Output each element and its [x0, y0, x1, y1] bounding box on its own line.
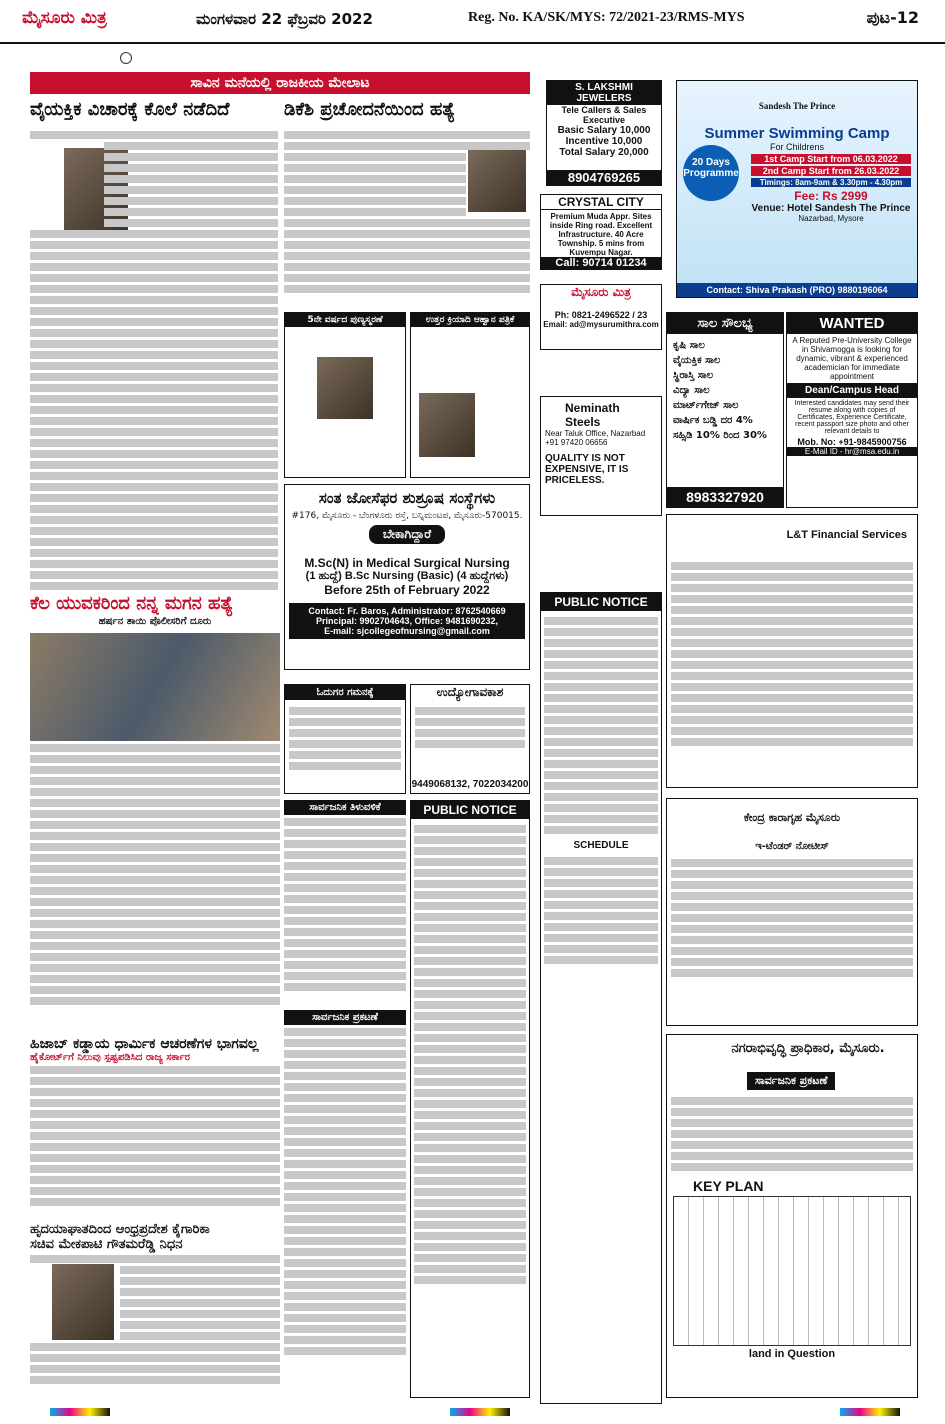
lt-financial-ad [666, 514, 918, 788]
obituary-ad-1 [284, 312, 406, 478]
story-personal-matter [30, 98, 278, 598]
masthead-logo: ಮೈಸೂರು ಮಿತ್ರ [22, 8, 107, 28]
mitra-ad-phone: Ph: 0821-2496522 / 23 [554, 310, 648, 320]
public-notice-title: PUBLIC NOTICE [541, 593, 661, 611]
obituary-ad-2 [410, 312, 530, 478]
loan-title: ಸಾಲ ಸೌಲಭ್ಯ [667, 313, 783, 334]
summer-fee: Fee: Rs 2999 [794, 189, 868, 203]
job-ad-title: ಉದ್ಯೋಗಾವಕಾಶ [436, 685, 504, 699]
story-photo [30, 633, 280, 741]
loan-ad [666, 312, 784, 508]
nursing-course-2: (1 ಹುದ್ದೆ) B.Sc Nursing (Basic) (4 ಹುದ್ದೆಗಳು) [305, 570, 509, 582]
public-notice-en-1 [540, 592, 662, 1404]
loan-item: ಕೃಷಿ ಸಾಲ [673, 340, 705, 351]
lakshmi-title: S. LAKSHMI JEWELERS [547, 81, 661, 105]
lakshmi-line-4: Total Salary 20,000 [559, 147, 649, 158]
loan-item: ಸಹ್ಸಿಡಿ 10% ರಿಂದ 30% [673, 430, 767, 441]
schedule-heading: SCHEDULE [573, 840, 629, 851]
wanted-email: E-Mail ID - hr@msa.edu.in [787, 447, 917, 456]
wanted-more: Interested candidates may send their resume along with copies of Certificates, Experience Certificate, recent passport size photo and other relevant details to [794, 400, 910, 435]
public-notice-2-title: PUBLIC NOTICE [411, 801, 529, 819]
story-body [30, 128, 278, 593]
story-hijab [30, 1036, 280, 1216]
mitra-ad-logo: ಮೈಸೂರು ಮಿತ್ರ [571, 285, 631, 299]
crystal-phone: Call: 90714 01234 [541, 257, 661, 269]
nursing-wanted: ಬೇಕಾಗಿದ್ದಾರೆ [369, 525, 445, 544]
story-body [30, 744, 280, 1005]
lakshmi-line-2: Basic Salary 10,000 [557, 125, 651, 136]
neminath-tagline: QUALITY IS NOT EXPENSIVE, IT IS PRICELESS. [545, 453, 629, 486]
muda-notice-ad [666, 1034, 918, 1398]
summer-venue: Venue: Hotel Sandesh The Prince [751, 203, 911, 214]
public-notice-kn-2 [284, 1010, 406, 1398]
nursing-address: #176, ಮೈಸೂರು - ಬೆಂಗಳೂರು ರಸ್ತೆ, ಬನ್ನಿಮಂಟಪ, ಮೈಸೂರು-570015. [291, 511, 523, 521]
summer-location: Nazarbad, Mysore [798, 214, 864, 223]
wanted-role: Dean/Campus Head [787, 383, 917, 398]
story-subhead: ಹೈಕೋರ್ಟ್‌ಗೆ ನಿಲುವು ಸ್ಪಷ್ಟಪಡಿಸಿದ ರಾಜ್ಯ ಸರ್ಕಾರ [30, 1052, 191, 1063]
prison-tender: ಇ-ಟೆಂಡರ್ ನೋಟೀಸ್ [755, 841, 829, 852]
prison-title: ಕೇಂದ್ರ ಕಾರಾಗೃಹ ಮೈಸೂರು [743, 811, 841, 824]
summer-camp-ad [676, 80, 918, 298]
story-subhead: ಹರ್ಷನ ತಾಯಿ ಪೊಲೀಸರಿಗೆ ದೂರು [98, 616, 212, 627]
lakshmi-line-3: Incentive 10,000 [565, 136, 643, 147]
crystal-title: CRYSTAL CITY [541, 195, 661, 210]
muda-title: ನಗರಾಭಿವೃದ್ಧಿ ಪ್ರಾಧಿಕಾರ, ಮೈಸೂರು. [731, 1041, 885, 1056]
prison-tender-ad [666, 798, 918, 1026]
public-notice-kn2-title: ಸಾರ್ವಜನಿಕ ಪ್ರಕಟಣೆ [284, 1010, 406, 1025]
masthead-reg: Reg. No. KA/SK/MYS: 72/2021-23/RMS-MYS [468, 10, 745, 25]
nursing-contact-2: Principal: 9902704643, Office: 9481690232, [315, 616, 499, 626]
public-notice-en-2 [410, 800, 530, 1398]
loan-item: ಮಾರ್ಟ್‌ಗೇಜ್ ಸಾಲ [673, 400, 739, 411]
wanted-mobile: Mob. No: +91-9845900756 [797, 437, 907, 447]
nursing-title: ಸಂತ ಜೋಸೆಫರ ಶುಶ್ರೂಷ ಸಂಸ್ಥೆಗಳು [318, 489, 496, 507]
loan-item: ವಾರ್ಷಿಕ ಬಡ್ಡಿ ದರ 4% [673, 415, 753, 426]
neminath-phone: +91 97420 06656 [545, 438, 608, 447]
loan-list [667, 334, 783, 447]
neminath-name: Neminath Steels [565, 401, 620, 429]
loan-item: ವಿದ್ಯಾ ಸಾಲ [673, 385, 710, 396]
summer-camp-1: 1st Camp Start from 06.03.2022 [751, 154, 911, 164]
muda-notice: ಸಾರ್ವಜನಿಕ ಪ್ರಕಟಣೆ [747, 1072, 835, 1090]
lakshmi-phone: 8904769265 [547, 170, 661, 185]
wanted-ad [786, 312, 918, 508]
color-strip [840, 1408, 900, 1416]
land-in-question: land in Question [748, 1348, 836, 1360]
obit-title: ಉತ್ತರ ಕ್ರಿಯಾದಿ ಆಹ್ವಾನ ಪತ್ರಿಕೆ [411, 313, 529, 327]
story-dkshi-provocation [284, 98, 530, 308]
story-headline: ವೈಯಕ್ತಿಕ ವಿಚಾರಕ್ಕೆ ಕೊಲೆ ನಡೆದಿದೆ [30, 99, 230, 120]
color-strip [450, 1408, 510, 1416]
story-headline: ಕೆಲ ಯುವಕರಿಂದ ನನ್ನ ಮಗನ ಹತ್ಯೆ [30, 593, 234, 614]
loan-phone: 8983327920 [667, 487, 783, 507]
neminath-address: Near Taluk Office, Nazarbad [545, 429, 646, 438]
story-headline-2: ಸಚಿವ ಮೇಕಪಾಟಿ ಗೌತಮರೆಡ್ಡಿ ನಿಧನ [30, 1237, 183, 1252]
lakshmi-jewelers-ad [546, 80, 662, 186]
summer-brand: Sandesh The Prince [758, 101, 836, 111]
nursing-course: M.Sc(N) in Medical Surgical Nursing [304, 556, 510, 570]
story-son-murder [30, 592, 280, 1032]
photo-goutham-reddy [52, 1264, 114, 1340]
lakshmi-line-1: Tele Callers & Sales Executive [561, 105, 647, 125]
registration-mark-icon [120, 52, 132, 64]
readers-notice [284, 684, 406, 794]
summer-days: 20 Days Programme [683, 145, 739, 201]
nursing-contact-1: Contact: Fr. Baros, Administrator: 8762540669 [308, 606, 506, 616]
section-banner: ಸಾವಿನ ಮನೆಯಲ್ಲಿ ರಾಜಕೀಯ ಮೇಲಾಟ [30, 72, 530, 94]
public-notice-kn-title: ಸಾರ್ವಜನಿಕ ತಿಳುವಳಿಕೆ [284, 800, 406, 815]
story-headline: ಡಿಕೆಶಿ ಪ್ರಚೋದನೆಯಿಂದ ಹತ್ಯೆ [284, 99, 456, 120]
key-plan-map [673, 1196, 911, 1346]
summer-timing: Timings: 8am-9am & 3.30pm - 4.30pm [751, 178, 911, 187]
story-headline: ಹಿಜಾಬ್ ಕಡ್ಡಾಯ ಧಾರ್ಮಿಕ ಆಚರಣೆಗಳ ಭಾಗವಲ್ಲ [30, 1036, 259, 1052]
masthead [0, 0, 945, 44]
color-strip [50, 1408, 110, 1416]
loan-item: ಸ್ಥಿರಾಸ್ತಿ ಸಾಲ [673, 370, 714, 381]
story-minister-death [30, 1222, 280, 1398]
public-notice-kn [284, 800, 406, 1005]
crystal-line: Premium Muda Appr. Sites inside Ring road. Excellent Infrastructure. 40 Acre Township. 5 mins from Kuvempu Nagar. [549, 212, 653, 257]
nursing-contact-3: E-mail: sjcollegeofnursing@gmail.com [324, 626, 490, 636]
obit-title: 5ನೇ ವರ್ಷದ ಪುಣ್ಯಸ್ಮರಣೆ [285, 313, 405, 327]
obit-photo [317, 357, 373, 419]
obit-photo [419, 393, 475, 457]
summer-contact: Contact: Shiva Prakash (PRO) 9880196064 [677, 283, 917, 297]
wanted-title: WANTED [787, 313, 917, 334]
wanted-body: A Reputed Pre-University College in Shivamogga is looking for dynamic, vibrant & experienced academician for immediate appointment [792, 336, 912, 381]
summer-subtitle: For Childrens [769, 142, 825, 152]
readers-notice-title: ಓದುಗರ ಗಮನಕ್ಕೆ [285, 685, 405, 700]
neminath-steels-ad [540, 396, 662, 516]
job-ad [410, 684, 530, 794]
mysuru-mitra-ad [540, 284, 662, 350]
loan-item: ವೈಯಕ್ತಿಕ ಸಾಲ [673, 355, 721, 366]
lt-brand: L&T Financial Services [786, 529, 907, 541]
crystal-city-ad [540, 194, 662, 270]
story-headline: ಹೃದಯಾಘಾತದಿಂದ ಆಂಧ್ರಪ್ರದೇಶ ಕೈಗಾರಿಕಾ [30, 1222, 210, 1237]
nursing-date: Before 25th of February 2022 [324, 583, 490, 597]
summer-camp-2: 2nd Camp Start from 26.03.2022 [751, 166, 911, 176]
story-body [30, 1066, 280, 1206]
nursing-ad [284, 484, 530, 670]
summer-title: Summer Swimming Camp [704, 125, 890, 142]
key-plan-title: KEY PLAN [693, 1178, 764, 1194]
mitra-ad-email: Email: ad@mysurumithra.com [543, 320, 659, 329]
story-body [284, 128, 530, 296]
page-number: ಪುಟ-12 [866, 8, 919, 27]
job-ad-phone: 9449068132, 7022034200 [411, 779, 529, 790]
masthead-date: ಮಂಗಳವಾರ 22 ಫೆಬ್ರವರಿ 2022 [196, 10, 373, 28]
